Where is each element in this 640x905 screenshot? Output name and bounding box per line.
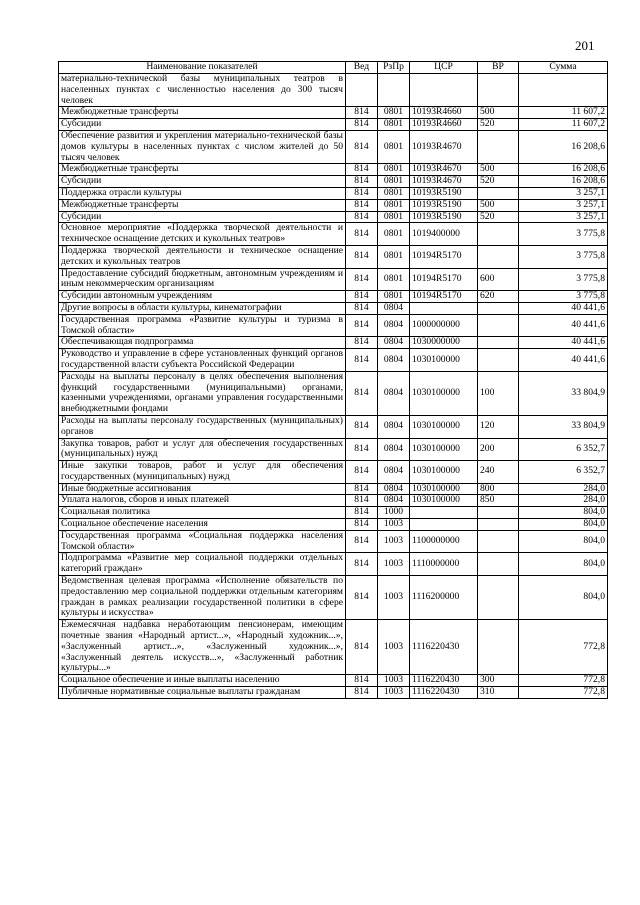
cell-ved: 814 xyxy=(346,553,378,576)
cell-sum: 3 775,8 xyxy=(519,291,608,303)
cell-name: Субсидии xyxy=(59,119,346,131)
cell-name: Закупка товаров, работ и услуг для обеспечения государственных (муниципальных) нужд xyxy=(59,438,346,461)
cell-sum: 772,8 xyxy=(519,687,608,699)
cell-ved: 814 xyxy=(346,438,378,461)
cell-ved xyxy=(346,74,378,107)
cell-vr xyxy=(478,349,519,372)
cell-ved: 814 xyxy=(346,119,378,131)
cell-sum: 804,0 xyxy=(519,507,608,519)
cell-rzpr: 0804 xyxy=(378,438,410,461)
cell-vr xyxy=(478,130,519,163)
cell-csr: 10194R5170 xyxy=(410,245,478,268)
cell-rzpr: 0804 xyxy=(378,349,410,372)
cell-name: Субсидии xyxy=(59,211,346,223)
table-row xyxy=(59,223,608,246)
cell-name: Межбюджетные трансферты xyxy=(59,164,346,176)
cell-csr: 1110000000 xyxy=(410,553,478,576)
cell-sum: 16 208,6 xyxy=(519,130,608,163)
table-row xyxy=(59,576,608,620)
cell-name: Подпрограмма «Развитие мер социальной поддержки отдельных категорий граждан» xyxy=(59,553,346,576)
cell-name: Социальное обеспечение и иные выплаты населению xyxy=(59,675,346,687)
table-row xyxy=(59,349,608,372)
cell-sum: 11 607,2 xyxy=(519,107,608,119)
cell-csr xyxy=(410,519,478,531)
cell-rzpr: 0804 xyxy=(378,461,410,484)
budget-table xyxy=(58,61,608,699)
cell-ved: 814 xyxy=(346,211,378,223)
cell-ved: 814 xyxy=(346,576,378,620)
cell-rzpr: 1003 xyxy=(378,675,410,687)
cell-csr: 1116220430 xyxy=(410,687,478,699)
header-csr: ЦСР xyxy=(410,62,478,74)
cell-rzpr: 0801 xyxy=(378,291,410,303)
cell-vr xyxy=(478,223,519,246)
cell-sum: 11 607,2 xyxy=(519,119,608,131)
cell-vr: 520 xyxy=(478,119,519,131)
cell-vr xyxy=(478,302,519,314)
cell-rzpr: 0804 xyxy=(378,483,410,495)
cell-sum: 16 208,6 xyxy=(519,176,608,188)
table-row xyxy=(59,438,608,461)
cell-vr: 500 xyxy=(478,107,519,119)
cell-ved: 814 xyxy=(346,495,378,507)
cell-ved: 814 xyxy=(346,415,378,438)
cell-sum: 40 441,6 xyxy=(519,337,608,349)
cell-vr xyxy=(478,530,519,553)
cell-csr: 10193R4660 xyxy=(410,119,478,131)
cell-rzpr: 0801 xyxy=(378,119,410,131)
cell-ved: 814 xyxy=(346,519,378,531)
cell-rzpr: 1003 xyxy=(378,553,410,576)
cell-ved: 814 xyxy=(346,164,378,176)
cell-rzpr: 1003 xyxy=(378,576,410,620)
cell-vr xyxy=(478,74,519,107)
cell-ved: 814 xyxy=(346,223,378,246)
cell-sum: 804,0 xyxy=(519,576,608,620)
table-row xyxy=(59,530,608,553)
cell-sum: 772,8 xyxy=(519,620,608,675)
table-row xyxy=(59,337,608,349)
cell-csr: 10193R5190 xyxy=(410,199,478,211)
table-body xyxy=(59,74,608,699)
cell-ved: 814 xyxy=(346,291,378,303)
cell-csr: 1100000000 xyxy=(410,530,478,553)
cell-rzpr: 0801 xyxy=(378,199,410,211)
cell-sum: 3 775,8 xyxy=(519,245,608,268)
cell-sum: 3 257,1 xyxy=(519,199,608,211)
cell-ved: 814 xyxy=(346,530,378,553)
cell-vr: 310 xyxy=(478,687,519,699)
cell-rzpr: 0801 xyxy=(378,107,410,119)
cell-csr: 10193R4670 xyxy=(410,176,478,188)
cell-rzpr: 1003 xyxy=(378,519,410,531)
cell-name: Обеспечение развития и укрепления материально-технической базы домов культуры в населенных пунктах с числом жителей до 50 тысяч человек xyxy=(59,130,346,163)
table-row xyxy=(59,483,608,495)
cell-ved: 814 xyxy=(346,199,378,211)
cell-ved: 814 xyxy=(346,687,378,699)
table-row xyxy=(59,291,608,303)
table-row xyxy=(59,176,608,188)
cell-vr: 300 xyxy=(478,675,519,687)
cell-rzpr: 0801 xyxy=(378,223,410,246)
cell-rzpr xyxy=(378,74,410,107)
cell-name: Субсидии xyxy=(59,176,346,188)
cell-ved: 814 xyxy=(346,620,378,675)
cell-csr: 1030100000 xyxy=(410,415,478,438)
cell-csr xyxy=(410,302,478,314)
cell-name: Ведомственная целевая программа «Исполнение обязательств по предоставлению мер социальной поддержки отдельным категориям граждан в рамках реализации государственной политики в сфере культуры и искусства» xyxy=(59,576,346,620)
cell-sum: 33 804,9 xyxy=(519,371,608,415)
cell-rzpr: 0801 xyxy=(378,211,410,223)
cell-ved: 814 xyxy=(346,337,378,349)
cell-ved: 814 xyxy=(346,461,378,484)
cell-ved: 814 xyxy=(346,675,378,687)
cell-ved: 814 xyxy=(346,245,378,268)
cell-csr: 1030100000 xyxy=(410,349,478,372)
cell-rzpr: 0801 xyxy=(378,176,410,188)
cell-name: Государственная программа «Развитие культуры и туризма в Томской области» xyxy=(59,314,346,337)
cell-vr: 520 xyxy=(478,211,519,223)
cell-ved: 814 xyxy=(346,187,378,199)
cell-sum: 284,0 xyxy=(519,483,608,495)
cell-csr: 10193R5190 xyxy=(410,187,478,199)
cell-rzpr: 0801 xyxy=(378,130,410,163)
cell-sum: 3 775,8 xyxy=(519,223,608,246)
cell-rzpr: 0804 xyxy=(378,337,410,349)
cell-name: Иные закупки товаров, работ и услуг для обеспечения государственных (муниципальных) нужд xyxy=(59,461,346,484)
cell-csr: 10193R4670 xyxy=(410,164,478,176)
cell-ved: 814 xyxy=(346,349,378,372)
cell-csr: 10193R5190 xyxy=(410,211,478,223)
table-row xyxy=(59,415,608,438)
cell-ved: 814 xyxy=(346,302,378,314)
cell-sum: 33 804,9 xyxy=(519,415,608,438)
cell-vr: 200 xyxy=(478,438,519,461)
cell-name: Предоставление субсидий бюджетным, автономным учреждениям и иным некоммерческим организациям xyxy=(59,268,346,291)
cell-sum: 16 208,6 xyxy=(519,164,608,176)
cell-sum: 6 352,7 xyxy=(519,461,608,484)
cell-sum: 804,0 xyxy=(519,519,608,531)
table-row xyxy=(59,119,608,131)
table-row xyxy=(59,675,608,687)
cell-csr: 1116200000 xyxy=(410,576,478,620)
cell-rzpr: 0804 xyxy=(378,302,410,314)
cell-name: Межбюджетные трансферты xyxy=(59,107,346,119)
cell-name: Расходы на выплаты персоналу в целях обеспечения выполнения функций государственными (муниципальными) органами, казенными учреждениями, органами управления государственными внебюджетными фондами xyxy=(59,371,346,415)
cell-rzpr: 1003 xyxy=(378,530,410,553)
cell-name: Иные бюджетные ассигнования xyxy=(59,483,346,495)
cell-name: материально-технической базы муниципальных театров в населенных пунктах с численностью населения до 300 тысяч человек xyxy=(59,74,346,107)
cell-name: Ежемесячная надбавка неработающим пенсионерам, имеющим почетные звания «Народный артист...», «Народный художник...», «Заслуженный артист...», «Заслуженный художник...», «Заслуженный деятель искусств...», «Заслуженный работник культуры...» xyxy=(59,620,346,675)
table-row xyxy=(59,199,608,211)
cell-csr: 1116220430 xyxy=(410,675,478,687)
header-rzpr: РзПр xyxy=(378,62,410,74)
cell-vr xyxy=(478,337,519,349)
table-row xyxy=(59,553,608,576)
table-row xyxy=(59,107,608,119)
cell-rzpr: 0804 xyxy=(378,495,410,507)
header-ved: Вед xyxy=(346,62,378,74)
cell-csr: 10194R5170 xyxy=(410,268,478,291)
cell-name: Другие вопросы в области культуры, кинематографии xyxy=(59,302,346,314)
cell-csr: 1030100000 xyxy=(410,371,478,415)
cell-csr: 1116220430 xyxy=(410,620,478,675)
cell-sum: 804,0 xyxy=(519,530,608,553)
cell-ved: 814 xyxy=(346,314,378,337)
cell-ved: 814 xyxy=(346,176,378,188)
cell-vr: 120 xyxy=(478,415,519,438)
cell-csr: 1000000000 xyxy=(410,314,478,337)
cell-sum: 3 257,1 xyxy=(519,211,608,223)
cell-rzpr: 1003 xyxy=(378,687,410,699)
cell-csr: 1030100000 xyxy=(410,495,478,507)
cell-name: Руководство и управление в сфере установленных функций органов государственной власти субъекта Российской Федерации xyxy=(59,349,346,372)
cell-vr: 800 xyxy=(478,483,519,495)
cell-name: Обеспечивающая подпрограмма xyxy=(59,337,346,349)
cell-csr: 1030100000 xyxy=(410,483,478,495)
cell-name: Поддержка творческой деятельности и техническое оснащение детских и кукольных театров xyxy=(59,245,346,268)
header-sum: Сумма xyxy=(519,62,608,74)
cell-name: Уплата налогов, сборов и иных платежей xyxy=(59,495,346,507)
cell-vr: 500 xyxy=(478,199,519,211)
cell-ved: 814 xyxy=(346,107,378,119)
table-row xyxy=(59,507,608,519)
cell-sum: 804,0 xyxy=(519,553,608,576)
cell-vr: 240 xyxy=(478,461,519,484)
cell-rzpr: 0801 xyxy=(378,187,410,199)
cell-csr xyxy=(410,507,478,519)
cell-sum: 3 775,8 xyxy=(519,268,608,291)
table-row xyxy=(59,461,608,484)
page-number: 201 xyxy=(575,38,595,53)
table-header-row xyxy=(59,62,608,74)
cell-ved: 814 xyxy=(346,371,378,415)
table-row xyxy=(59,245,608,268)
table-row xyxy=(59,211,608,223)
cell-name: Межбюджетные трансферты xyxy=(59,199,346,211)
table-row xyxy=(59,74,608,107)
cell-vr: 850 xyxy=(478,495,519,507)
cell-vr xyxy=(478,519,519,531)
cell-vr xyxy=(478,187,519,199)
table-row xyxy=(59,314,608,337)
cell-vr xyxy=(478,314,519,337)
cell-sum: 3 257,1 xyxy=(519,187,608,199)
cell-name: Субсидии автономным учреждениям xyxy=(59,291,346,303)
cell-rzpr: 0801 xyxy=(378,245,410,268)
cell-sum: 772,8 xyxy=(519,675,608,687)
cell-name: Публичные нормативные социальные выплаты гражданам xyxy=(59,687,346,699)
cell-sum: 40 441,6 xyxy=(519,302,608,314)
cell-name: Социальное обеспечение населения xyxy=(59,519,346,531)
cell-vr: 620 xyxy=(478,291,519,303)
header-vr: ВР xyxy=(478,62,519,74)
cell-csr xyxy=(410,74,478,107)
cell-csr: 1019400000 xyxy=(410,223,478,246)
cell-vr: 600 xyxy=(478,268,519,291)
cell-ved: 814 xyxy=(346,268,378,291)
cell-name: Государственная программа «Социальная поддержка населения Томской области» xyxy=(59,530,346,553)
table-row xyxy=(59,620,608,675)
cell-rzpr: 0804 xyxy=(378,415,410,438)
cell-rzpr: 1000 xyxy=(378,507,410,519)
table-row xyxy=(59,268,608,291)
cell-vr: 500 xyxy=(478,164,519,176)
cell-csr: 1030100000 xyxy=(410,461,478,484)
cell-csr: 1030000000 xyxy=(410,337,478,349)
cell-rzpr: 0801 xyxy=(378,268,410,291)
cell-vr xyxy=(478,620,519,675)
cell-rzpr: 0801 xyxy=(378,164,410,176)
cell-csr: 10193R4660 xyxy=(410,107,478,119)
cell-rzpr: 0804 xyxy=(378,314,410,337)
cell-name: Социальная политика xyxy=(59,507,346,519)
cell-ved: 814 xyxy=(346,483,378,495)
cell-sum: 40 441,6 xyxy=(519,349,608,372)
table-row xyxy=(59,130,608,163)
cell-name: Расходы на выплаты персоналу государственных (муниципальных) органов xyxy=(59,415,346,438)
table-row xyxy=(59,495,608,507)
cell-vr xyxy=(478,576,519,620)
cell-sum: 284,0 xyxy=(519,495,608,507)
cell-vr xyxy=(478,507,519,519)
table-row xyxy=(59,164,608,176)
header-name: Наименование показателей xyxy=(59,62,346,74)
cell-vr: 100 xyxy=(478,371,519,415)
cell-rzpr: 1003 xyxy=(378,620,410,675)
cell-vr xyxy=(478,245,519,268)
cell-vr xyxy=(478,553,519,576)
table-row xyxy=(59,187,608,199)
table-row xyxy=(59,302,608,314)
cell-sum xyxy=(519,74,608,107)
table-row xyxy=(59,519,608,531)
cell-csr: 10193R4670 xyxy=(410,130,478,163)
cell-sum: 40 441,6 xyxy=(519,314,608,337)
cell-csr: 1030100000 xyxy=(410,438,478,461)
table-row xyxy=(59,687,608,699)
cell-ved: 814 xyxy=(346,130,378,163)
cell-name: Поддержка отрасли культуры xyxy=(59,187,346,199)
table-row xyxy=(59,371,608,415)
cell-sum: 6 352,7 xyxy=(519,438,608,461)
cell-rzpr: 0804 xyxy=(378,371,410,415)
cell-name: Основное мероприятие «Поддержка творческой деятельности и техническое оснащение детских и кукольных театров» xyxy=(59,223,346,246)
cell-csr: 10194R5170 xyxy=(410,291,478,303)
cell-ved: 814 xyxy=(346,507,378,519)
cell-vr: 520 xyxy=(478,176,519,188)
